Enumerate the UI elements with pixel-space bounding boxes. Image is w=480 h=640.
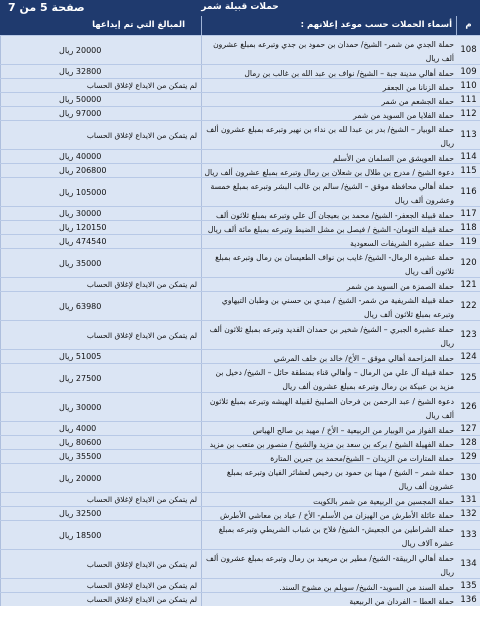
amount-cell (0, 178, 201, 206)
amount-cell (0, 249, 201, 277)
table-row (0, 549, 480, 578)
amount-value: 80600 ريال (59, 438, 102, 447)
row-number: 132 (457, 507, 480, 520)
amount-cell (0, 235, 201, 248)
table-row (0, 578, 480, 592)
campaign-name: حملة الزنانا من الجعفر (201, 79, 457, 92)
amount-value: 32800 ريال (59, 67, 102, 76)
amount-value: 30000 ريال (59, 402, 102, 412)
amount-cell (0, 221, 201, 234)
amount-cell (0, 422, 201, 435)
campaign-name: دعوة الشيخ / مدرج بن طلال بن شعلان بن رمال وتبرعه بمبلغ عشرون ألف ريال (201, 164, 457, 177)
campaign-name: حملة عشيرة الجبري – الشيخ/ شخير بن حمدان الفديد وتبرعه بمبلغ ثلاثون ألف ريال (201, 321, 457, 349)
campaign-name: حملة أهالي مدينة جبة – الشيخ/ نواف بن عبد الله بن غالب بن رمال (201, 65, 457, 78)
table-row (0, 506, 480, 520)
campaign-name: حملة عشيرة الشريفات السعودية (201, 235, 457, 248)
table-row (0, 177, 480, 206)
amount-note: لم يتمكن من الايداع لإغلاق الحساب (86, 595, 197, 604)
amount-value: 206800 ريال (59, 166, 107, 175)
table-row (0, 520, 480, 549)
amount-cell (0, 207, 201, 220)
amount-value: 27500 ريال (59, 373, 102, 383)
amount-value: 30000 ريال (59, 209, 102, 218)
row-number: 119 (457, 235, 480, 248)
row-number: 135 (457, 579, 480, 592)
campaign-name: حملة عشيرة الرمال- الشيخ/ غايب بن نواف الطعيسان بن رمال وتبرعه بمبلغ ثلاثون ألف ريال (201, 249, 457, 277)
table-row (0, 363, 480, 392)
table-row (0, 449, 480, 463)
row-number: 131 (457, 493, 480, 506)
title-bar (0, 0, 480, 16)
table-row (0, 106, 480, 120)
row-number: 112 (457, 107, 480, 120)
campaign-name: حملة قبيلة الجعفر- الشيخ/ محمد بن بعيجان آل علي وتبرعه بمبلغ ثلاثون ألف (201, 207, 457, 220)
row-number: 113 (457, 121, 480, 149)
amount-cell (0, 65, 201, 78)
amount-value: 97000 ريال (59, 109, 102, 118)
amount-cell (0, 36, 201, 64)
campaign-name: حملة قبيلة الشريفية من شمر- الشيخ / مبدي بن حسني بن وطبان التيهاوي وتبرعه بمبلغ ثلاثون ألف ريال (201, 292, 457, 320)
amount-value: 20000 ريال (59, 45, 102, 55)
row-number: 123 (457, 321, 480, 349)
row-number: 109 (457, 65, 480, 78)
campaign-name: حملة الشراطين من الجعيش- الشيخ/ فلاح بن شباب الشريطي وتبرعه بمبلغ عشرة آلاف ريال (201, 521, 457, 549)
amount-value: 63980 ريال (59, 301, 102, 311)
campaign-name: حملة الجشعم من شمر (201, 93, 457, 106)
campaign-name: حملة قبيلة آل علي من الرمال – وأهالي قناء بمنطقة حائل – الشيخ/ دخيل بن مزيد بن عبيكة بن رمال وتبرعه بمبلغ عشرون ألف ريال (201, 364, 457, 392)
amount-value: 4000 ريال (59, 424, 97, 433)
amount-cell (0, 464, 201, 492)
table-row (0, 392, 480, 421)
amount-value: 474540 ريال (59, 237, 107, 246)
amount-cell (0, 436, 201, 449)
row-number: 127 (457, 422, 480, 435)
table-row (0, 149, 480, 163)
campaign-name: حملة المجسين من الربيعية من شمر بالكويت (201, 493, 457, 506)
campaign-name: حملة شمر – الشيخ / مهنا بن حمود بن رخيص لعشائر الفيان وتبرعه بمبلغ عشرون ألف ريال (201, 464, 457, 492)
row-number: 130 (457, 464, 480, 492)
campaign-name: حملة الفهيلة الشيخ / بركه بن سعد بن مزيد والشيخ / منصور بن متعب بن مزيد (201, 436, 457, 449)
campaign-name: حملة المتارات من الزيدان – الشيخ/محمد بن جبرين المتارة (201, 450, 457, 463)
table-header (0, 16, 480, 35)
amount-cell (0, 107, 201, 120)
amount-cell (0, 121, 201, 149)
campaign-name: حملة الفواز من الوبيار من الربيعية – الأخ / مهيد بن صالح الهياس (201, 422, 457, 435)
table-row (0, 320, 480, 349)
amount-note: لم يتمكن من الايداع لإغلاق الحساب (86, 330, 197, 340)
table-row (0, 206, 480, 220)
campaign-name: حملة أهالي الربيقة- الشيخ/ مطير بن مريعيد بن رمال وتبرعه بمبلغ عشرون ألف ريال (201, 550, 457, 578)
amount-cell (0, 493, 201, 506)
campaign-name: حملة الجدي من شمر- الشيخ/ حمدان بن حمود بن جدي وتبرعه بمبلغ عشرون ألف ريال (201, 36, 457, 64)
amount-cell (0, 507, 201, 520)
row-number: 114 (457, 150, 480, 163)
campaign-name: حملة الصمزة من السويد من شمر (201, 278, 457, 291)
row-number: 133 (457, 521, 480, 549)
amount-note: لم يتمكن من الايداع لإغلاق الحساب (86, 581, 197, 590)
row-number: 118 (457, 221, 480, 234)
table-row (0, 248, 480, 277)
table-row (0, 435, 480, 449)
header-amount: المبالغ التي تم إيداعها (92, 20, 185, 30)
table-row (0, 78, 480, 92)
table-row (0, 163, 480, 177)
page-title: حملات قبيلة شمر (201, 2, 279, 12)
campaign-name: حملة العطا – الفردان من الربيعية (201, 593, 457, 606)
amount-cell (0, 521, 201, 549)
header-number: م (465, 20, 472, 30)
table-row (0, 234, 480, 248)
amount-cell (0, 79, 201, 92)
row-number: 125 (457, 364, 480, 392)
row-number: 134 (457, 550, 480, 578)
row-number: 122 (457, 292, 480, 320)
row-number: 124 (457, 350, 480, 363)
campaign-name: حملة السند من السويد- الشيخ/ سويلم بن مشوح السند. (201, 579, 457, 592)
amount-cell (0, 579, 201, 592)
row-number: 126 (457, 393, 480, 421)
amount-cell (0, 150, 201, 163)
row-number: 117 (457, 207, 480, 220)
campaign-name: حملة عائلة الأطرش من الهيزان من الأسلم- الأخ / عياد بن معاشي الأطرش (201, 507, 457, 520)
row-number: 128 (457, 436, 480, 449)
campaign-name: حملة الوبيار – الشيخ/ بدر بن عبدا لله بن نداء بن نهير وتبرعه بمبلغ عشرون ألف ريال (201, 121, 457, 149)
row-number: 129 (457, 450, 480, 463)
amount-value: 105000 ريال (59, 187, 107, 197)
amount-cell (0, 278, 201, 291)
amount-cell (0, 593, 201, 606)
table-row (0, 277, 480, 291)
amount-cell (0, 93, 201, 106)
table-row (0, 92, 480, 106)
amount-value: 32500 ريال (59, 509, 102, 518)
amount-value: 20000 ريال (59, 473, 102, 483)
amount-note: لم يتمكن من الايداع لإغلاق الحساب (86, 280, 197, 289)
table-row (0, 492, 480, 506)
amount-value: 40000 ريال (59, 152, 102, 161)
row-number: 115 (457, 164, 480, 177)
amount-value: 51005 ريال (59, 352, 102, 361)
amount-cell (0, 350, 201, 363)
row-number: 108 (457, 36, 480, 64)
amount-cell (0, 292, 201, 320)
amount-value: 35500 ريال (59, 452, 102, 461)
row-number: 136 (457, 593, 480, 606)
amount-cell (0, 550, 201, 578)
row-number: 110 (457, 79, 480, 92)
table-row (0, 463, 480, 492)
amount-note: لم يتمكن من الايداع لإغلاق الحساب (86, 130, 197, 140)
amount-value: 18500 ريال (59, 530, 102, 540)
amount-note: لم يتمكن من الايداع لإغلاق الحساب (86, 81, 197, 90)
campaign-name: حملة العويشق من السلمان من الأسلم (201, 150, 457, 163)
table-row (0, 592, 480, 606)
table-row (0, 421, 480, 435)
campaign-name: حملة المزاحمة أهالي موقق – الأخ/ خالد بن خلف المرشي (201, 350, 457, 363)
amount-value: 35000 ريال (59, 258, 102, 268)
row-number: 116 (457, 178, 480, 206)
amount-cell (0, 164, 201, 177)
row-number: 120 (457, 249, 480, 277)
amount-cell (0, 321, 201, 349)
table-row (0, 291, 480, 320)
table-row (0, 220, 480, 234)
amount-value: 120150 ريال (59, 223, 107, 232)
amount-value: 50000 ريال (59, 95, 102, 104)
amount-cell (0, 364, 201, 392)
amount-cell (0, 450, 201, 463)
campaign-name: حملة أهالي محافظة موقق – الشيخ/ سالم بن غالب البشر وتبرعه بمبلغ خمسة وعشرون ألف ريال (201, 178, 457, 206)
amount-note: لم يتمكن من الايداع لإغلاق الحساب (86, 495, 197, 504)
header-campaign-name: أسماء الحملات حسب موعد إعلانهم : (201, 16, 457, 35)
row-number: 111 (457, 93, 480, 106)
table-row (0, 120, 480, 149)
table-row (0, 349, 480, 363)
table-row (0, 64, 480, 78)
row-number: 121 (457, 278, 480, 291)
table-row (0, 35, 480, 64)
page-number: صفحة 5 من 7 (8, 1, 85, 14)
campaign-name: دعوة الشيخ / عبد الرحمن بن فرحان الصليبخ لقبيلة الهيشه وتبرعه بمبلغ ثلاثون ألف ريال (201, 393, 457, 421)
amount-cell (0, 393, 201, 421)
campaign-name: حملة الفلايا من السويد من شمر (201, 107, 457, 120)
campaign-name: حملة قبيلة التومان- الشيخ / فيصل بن مشل الضيط وتبرعه بمبلغ مائة ألف ريال (201, 221, 457, 234)
amount-note: لم يتمكن من الايداع لإغلاق الحساب (86, 559, 197, 569)
